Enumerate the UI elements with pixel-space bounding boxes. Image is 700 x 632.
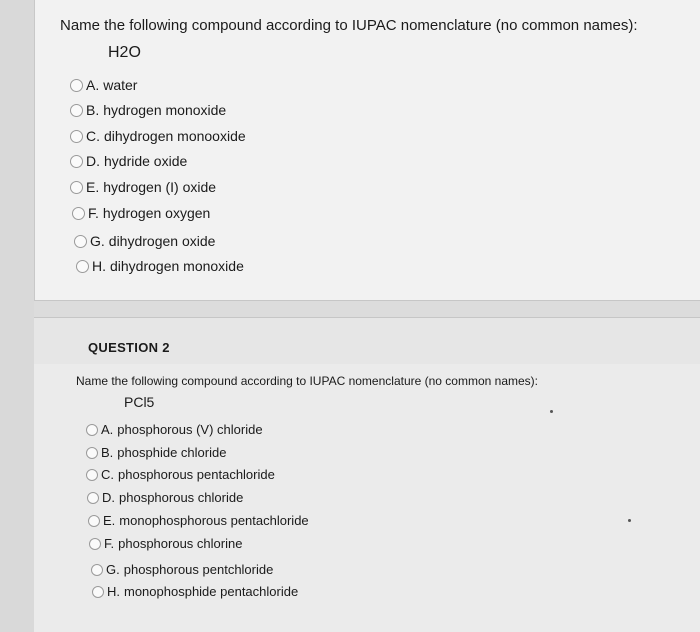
option-label: phosphorous pentchloride xyxy=(123,562,274,577)
question-2-prompt: Name the following compound according to IUPAC nomenclature (no common names): xyxy=(76,374,538,388)
question-1-prompt: Name the following compound according to IUPAC nomenclature (no common names): xyxy=(60,17,638,34)
radio-button[interactable] xyxy=(87,492,99,504)
q1-option-e[interactable] xyxy=(70,179,216,195)
option-letter: D. xyxy=(102,490,115,505)
option-letter: A. xyxy=(86,77,100,93)
option-label: phosphorous (V) chloride xyxy=(117,422,263,437)
option-letter: G. xyxy=(90,233,105,249)
option-letter: G. xyxy=(106,562,120,577)
radio-button[interactable] xyxy=(76,260,89,273)
radio-button[interactable] xyxy=(86,424,98,436)
option-letter: C. xyxy=(101,467,114,482)
option-letter: D. xyxy=(86,153,100,169)
option-letter: F. xyxy=(104,536,115,551)
radio-button[interactable] xyxy=(89,538,101,550)
option-label: phosphide chloride xyxy=(117,445,227,460)
q1-option-f[interactable] xyxy=(72,205,210,221)
q1-option-c[interactable] xyxy=(70,128,246,144)
radio-button[interactable] xyxy=(72,207,85,220)
q2-option-d[interactable] xyxy=(87,490,243,505)
option-label: dihydrogen monoxide xyxy=(110,258,244,274)
option-label: monophosphide pentachloride xyxy=(124,584,299,599)
radio-button[interactable] xyxy=(70,155,83,168)
radio-button[interactable] xyxy=(70,181,83,194)
option-label: phosphorous chlorine xyxy=(118,536,243,551)
option-label: dihydrogen oxide xyxy=(108,233,216,249)
option-label: hydride oxide xyxy=(104,153,188,169)
option-label: monophosphorous pentachloride xyxy=(119,513,309,528)
option-label: phosphorous pentachloride xyxy=(118,467,275,482)
question-2-formula: PCl5 xyxy=(124,394,155,410)
question-2-title: QUESTION 2 xyxy=(88,340,170,355)
q1-option-h[interactable] xyxy=(76,258,244,274)
radio-button[interactable] xyxy=(70,104,83,117)
option-letter: C. xyxy=(86,128,100,144)
option-letter: B. xyxy=(86,102,100,118)
question-1-formula: H2O xyxy=(108,44,141,61)
question-divider xyxy=(34,300,700,318)
option-letter: F. xyxy=(88,205,99,221)
option-label: dihydrogen monooxide xyxy=(104,128,246,144)
q1-option-d[interactable] xyxy=(70,153,187,169)
option-letter: H. xyxy=(107,584,120,599)
speck xyxy=(628,519,631,522)
option-letter: E. xyxy=(86,179,100,195)
radio-button[interactable] xyxy=(91,564,103,576)
radio-button[interactable] xyxy=(70,79,83,92)
option-label: phosphorous chloride xyxy=(119,490,244,505)
speck xyxy=(550,410,553,413)
q2-option-g[interactable] xyxy=(91,562,273,577)
q2-option-a[interactable] xyxy=(86,422,263,437)
q2-option-h[interactable] xyxy=(92,584,298,599)
option-letter: B. xyxy=(101,445,114,460)
radio-button[interactable] xyxy=(74,235,87,248)
q2-option-c[interactable] xyxy=(86,467,275,482)
radio-button[interactable] xyxy=(86,469,98,481)
option-label: hydrogen monoxide xyxy=(103,102,227,118)
q2-option-f[interactable] xyxy=(89,536,242,551)
option-letter: A. xyxy=(101,422,114,437)
q1-option-b[interactable] xyxy=(70,102,226,118)
option-letter: H. xyxy=(92,258,106,274)
option-label: water xyxy=(103,77,138,93)
option-label: hydrogen oxygen xyxy=(102,205,211,221)
radio-button[interactable] xyxy=(92,586,104,598)
radio-button[interactable] xyxy=(70,130,83,143)
radio-button[interactable] xyxy=(86,447,98,459)
option-letter: E. xyxy=(103,513,116,528)
q2-option-b[interactable] xyxy=(86,445,226,460)
radio-button[interactable] xyxy=(88,515,100,527)
q1-option-g[interactable] xyxy=(74,233,215,249)
option-label: hydrogen (I) oxide xyxy=(103,179,217,195)
q1-option-a[interactable] xyxy=(70,77,137,93)
q2-option-e[interactable] xyxy=(88,513,309,528)
